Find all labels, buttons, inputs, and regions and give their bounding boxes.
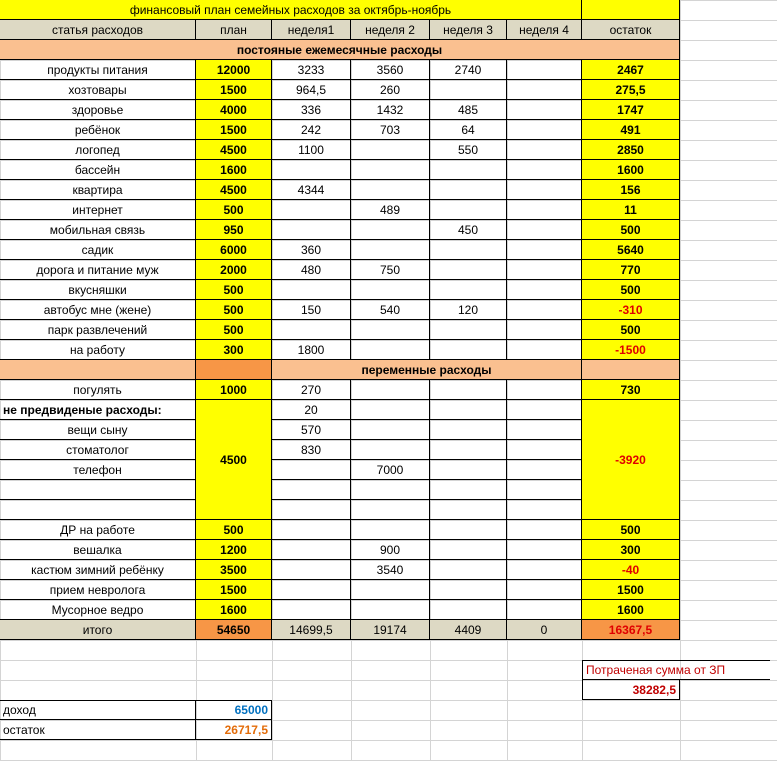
expense-value[interactable]: [351, 520, 430, 540]
expense-value[interactable]: [507, 240, 582, 260]
expense-value[interactable]: [430, 200, 507, 220]
expense-value[interactable]: 480: [272, 260, 351, 280]
unforeseen-week3[interactable]: [430, 460, 507, 480]
expense-value[interactable]: [272, 320, 351, 340]
expense-value[interactable]: 500: [582, 220, 680, 240]
expense-value[interactable]: 6000: [196, 240, 272, 260]
total-label[interactable]: итого: [0, 620, 196, 640]
unforeseen-week1[interactable]: [272, 480, 351, 500]
grid-row-line: [0, 740, 777, 741]
expense-name[interactable]: прием невролога: [0, 580, 196, 600]
expense-value[interactable]: [507, 60, 582, 80]
expense-value[interactable]: 4500: [196, 180, 272, 200]
expense-name[interactable]: вкусняшки: [0, 280, 196, 300]
expense-value[interactable]: [430, 560, 507, 580]
expense-value[interactable]: 4000: [196, 100, 272, 120]
expense-value[interactable]: [507, 300, 582, 320]
expense-value[interactable]: 3540: [351, 560, 430, 580]
expense-value[interactable]: [507, 260, 582, 280]
total-week[interactable]: 0: [507, 620, 582, 640]
expense-value[interactable]: 4500: [196, 140, 272, 160]
expense-value[interactable]: [507, 80, 582, 100]
expense-value[interactable]: 964,5: [272, 80, 351, 100]
expense-value[interactable]: 2740: [430, 60, 507, 80]
expense-value[interactable]: [351, 320, 430, 340]
unforeseen-week2[interactable]: [351, 400, 430, 420]
expense-value[interactable]: [351, 160, 430, 180]
column-header[interactable]: план: [196, 20, 272, 40]
expense-name[interactable]: Мусорное ведро: [0, 600, 196, 620]
expense-value[interactable]: 2000: [196, 260, 272, 280]
expense-value[interactable]: 1500: [582, 580, 680, 600]
expense-name[interactable]: кастюм зимний ребёнку: [0, 560, 196, 580]
expense-value[interactable]: 550: [430, 140, 507, 160]
spent-value[interactable]: 38282,5: [582, 680, 680, 700]
expense-value[interactable]: [507, 320, 582, 340]
column-header[interactable]: остаток: [582, 20, 680, 40]
unforeseen-week4[interactable]: [507, 500, 582, 520]
expense-name[interactable]: ДР на работе: [0, 520, 196, 540]
expense-value[interactable]: 1200: [196, 540, 272, 560]
expense-value[interactable]: 1000: [196, 380, 272, 400]
unforeseen-week4[interactable]: [507, 440, 582, 460]
expense-value[interactable]: 1600: [196, 600, 272, 620]
expense-value[interactable]: 500: [196, 300, 272, 320]
expense-value[interactable]: [507, 560, 582, 580]
expense-name[interactable]: дорога и питание муж: [0, 260, 196, 280]
expense-value[interactable]: [430, 240, 507, 260]
expense-value[interactable]: [272, 200, 351, 220]
expense-value[interactable]: 500: [582, 320, 680, 340]
expense-value[interactable]: [430, 340, 507, 360]
expense-value[interactable]: [430, 540, 507, 560]
unforeseen-item[interactable]: вещи сыну: [0, 420, 196, 440]
expense-value[interactable]: [272, 600, 351, 620]
expense-value[interactable]: [272, 560, 351, 580]
grid-row-line: [0, 640, 777, 641]
expense-value[interactable]: [507, 100, 582, 120]
unforeseen-week1[interactable]: [272, 500, 351, 520]
expense-value[interactable]: 5640: [582, 240, 680, 260]
expense-value[interactable]: 1500: [196, 120, 272, 140]
column-header[interactable]: неделя 3: [430, 20, 507, 40]
expense-value[interactable]: 900: [351, 540, 430, 560]
expense-value[interactable]: 1800: [272, 340, 351, 360]
unforeseen-week3[interactable]: [430, 400, 507, 420]
column-header[interactable]: неделя 4: [507, 20, 582, 40]
expense-value[interactable]: 336: [272, 100, 351, 120]
expense-value[interactable]: [507, 540, 582, 560]
expense-value[interactable]: 1600: [196, 160, 272, 180]
expense-value[interactable]: [430, 520, 507, 540]
expense-value[interactable]: [351, 340, 430, 360]
expense-value[interactable]: [272, 220, 351, 240]
expense-name[interactable]: вешалка: [0, 540, 196, 560]
expense-value[interactable]: [507, 380, 582, 400]
expense-value[interactable]: 500: [582, 520, 680, 540]
expense-value[interactable]: [430, 380, 507, 400]
expense-value[interactable]: [507, 140, 582, 160]
expense-value[interactable]: 270: [272, 380, 351, 400]
expense-value[interactable]: 1600: [582, 600, 680, 620]
expense-value[interactable]: [272, 160, 351, 180]
expense-value[interactable]: 500: [196, 280, 272, 300]
expense-value[interactable]: 2467: [582, 60, 680, 80]
expense-value[interactable]: 1500: [196, 80, 272, 100]
unforeseen-week1[interactable]: 20: [272, 400, 351, 420]
expense-value[interactable]: 770: [582, 260, 680, 280]
expense-value[interactable]: 730: [582, 380, 680, 400]
section-variable-right[interactable]: [582, 360, 680, 380]
total-remainder[interactable]: 16367,5: [582, 620, 680, 640]
unforeseen-item[interactable]: стоматолог: [0, 440, 196, 460]
expense-value[interactable]: 485: [430, 100, 507, 120]
column-header[interactable]: неделя1: [272, 20, 351, 40]
expense-value[interactable]: [351, 220, 430, 240]
expense-value[interactable]: 3233: [272, 60, 351, 80]
expense-value[interactable]: [430, 260, 507, 280]
expense-value[interactable]: [351, 600, 430, 620]
expense-name[interactable]: квартира: [0, 180, 196, 200]
unforeseen-week2[interactable]: [351, 480, 430, 500]
title-remainder-cell[interactable]: [582, 0, 680, 20]
total-week[interactable]: 19174: [351, 620, 430, 640]
expense-value[interactable]: [430, 180, 507, 200]
expense-name[interactable]: автобус мне (жене): [0, 300, 196, 320]
unforeseen-item[interactable]: не предвиденые расходы:: [0, 400, 196, 420]
expense-value[interactable]: 120: [430, 300, 507, 320]
column-header[interactable]: неделя 2: [351, 20, 430, 40]
expense-value[interactable]: 3500: [196, 560, 272, 580]
grid-col-line: [680, 0, 681, 761]
unforeseen-item[interactable]: [0, 500, 196, 520]
expense-value[interactable]: 275,5: [582, 80, 680, 100]
expense-value[interactable]: 4344: [272, 180, 351, 200]
expense-name[interactable]: хозтовары: [0, 80, 196, 100]
unforeseen-week4[interactable]: [507, 400, 582, 420]
spent-label[interactable]: Потраченая сумма от ЗП: [582, 660, 770, 680]
expense-value[interactable]: [507, 340, 582, 360]
expense-value[interactable]: -40: [582, 560, 680, 580]
expense-value[interactable]: 360: [272, 240, 351, 260]
expense-value[interactable]: 500: [196, 200, 272, 220]
unforeseen-week1[interactable]: 570: [272, 420, 351, 440]
expense-value[interactable]: [507, 180, 582, 200]
expense-name[interactable]: садик: [0, 240, 196, 260]
unforeseen-week2[interactable]: [351, 440, 430, 460]
unforeseen-week3[interactable]: [430, 420, 507, 440]
expense-value[interactable]: [351, 280, 430, 300]
total-week[interactable]: 14699,5: [272, 620, 351, 640]
unforeseen-week2[interactable]: [351, 420, 430, 440]
unforeseen-plan-merged[interactable]: 4500: [196, 400, 272, 520]
column-header[interactable]: статья расходов: [0, 20, 196, 40]
expense-value[interactable]: [430, 160, 507, 180]
unforeseen-remainder-merged[interactable]: -3920: [582, 400, 680, 520]
balance-label[interactable]: остаток: [0, 720, 196, 740]
income-label[interactable]: доход: [0, 700, 196, 720]
expense-value[interactable]: 64: [430, 120, 507, 140]
expense-name[interactable]: мобильная связь: [0, 220, 196, 240]
expense-name[interactable]: интернет: [0, 200, 196, 220]
unforeseen-week3[interactable]: [430, 440, 507, 460]
expense-value[interactable]: 1500: [196, 580, 272, 600]
unforeseen-week3[interactable]: [430, 480, 507, 500]
expense-name[interactable]: здоровье: [0, 100, 196, 120]
expense-value[interactable]: 150: [272, 300, 351, 320]
expense-value[interactable]: [351, 140, 430, 160]
expense-value[interactable]: 1100: [272, 140, 351, 160]
expense-value[interactable]: [430, 580, 507, 600]
expense-value[interactable]: 491: [582, 120, 680, 140]
expense-value[interactable]: 450: [430, 220, 507, 240]
balance-value[interactable]: 26717,5: [196, 720, 272, 740]
expense-value[interactable]: -1500: [582, 340, 680, 360]
expense-value[interactable]: [351, 580, 430, 600]
expense-value[interactable]: [272, 540, 351, 560]
expense-value[interactable]: 489: [351, 200, 430, 220]
expense-name[interactable]: на работу: [0, 340, 196, 360]
expense-value[interactable]: [507, 160, 582, 180]
expense-name[interactable]: погулять: [0, 380, 196, 400]
expense-name[interactable]: логопед: [0, 140, 196, 160]
total-week[interactable]: 4409: [430, 620, 507, 640]
expense-value[interactable]: [430, 320, 507, 340]
unforeseen-item[interactable]: [0, 480, 196, 500]
expense-value[interactable]: [430, 600, 507, 620]
expense-value[interactable]: 260: [351, 80, 430, 100]
expense-value[interactable]: 500: [196, 320, 272, 340]
expense-value[interactable]: 750: [351, 260, 430, 280]
unforeseen-week4[interactable]: [507, 480, 582, 500]
expense-value[interactable]: 540: [351, 300, 430, 320]
expense-name[interactable]: ребёнок: [0, 120, 196, 140]
expense-value[interactable]: [430, 280, 507, 300]
expense-value[interactable]: 242: [272, 120, 351, 140]
unforeseen-week2[interactable]: 7000: [351, 460, 430, 480]
unforeseen-week1[interactable]: [272, 460, 351, 480]
expense-value[interactable]: [507, 220, 582, 240]
section-variable-plan[interactable]: [196, 360, 272, 380]
unforeseen-week3[interactable]: [430, 500, 507, 520]
expense-value[interactable]: 156: [582, 180, 680, 200]
expense-value[interactable]: 300: [582, 540, 680, 560]
expense-value[interactable]: [507, 280, 582, 300]
expense-value[interactable]: -310: [582, 300, 680, 320]
expense-value[interactable]: [507, 580, 582, 600]
expense-name[interactable]: продукты питания: [0, 60, 196, 80]
expense-value[interactable]: [507, 520, 582, 540]
expense-value[interactable]: 1600: [582, 160, 680, 180]
expense-value[interactable]: 3560: [351, 60, 430, 80]
expense-value[interactable]: 703: [351, 120, 430, 140]
expense-value[interactable]: [507, 120, 582, 140]
expense-value[interactable]: 12000: [196, 60, 272, 80]
unforeseen-week4[interactable]: [507, 420, 582, 440]
expense-value[interactable]: 950: [196, 220, 272, 240]
expense-value[interactable]: [351, 180, 430, 200]
expense-value[interactable]: [430, 80, 507, 100]
expense-value[interactable]: [351, 240, 430, 260]
expense-value[interactable]: [272, 520, 351, 540]
expense-value[interactable]: 11: [582, 200, 680, 220]
unforeseen-week2[interactable]: [351, 500, 430, 520]
expense-value[interactable]: 2850: [582, 140, 680, 160]
total-plan[interactable]: 54650: [196, 620, 272, 640]
expense-value[interactable]: [507, 600, 582, 620]
expense-value[interactable]: [272, 280, 351, 300]
expense-value[interactable]: [507, 200, 582, 220]
section-variable-header[interactable]: переменные расходы: [272, 360, 582, 380]
unforeseen-week4[interactable]: [507, 460, 582, 480]
sheet-title[interactable]: финансовый план семейных расходов за октябрь-ноябрь: [0, 0, 582, 20]
unforeseen-item[interactable]: телефон: [0, 460, 196, 480]
expense-value[interactable]: [351, 380, 430, 400]
section-fixed-header[interactable]: постояные ежемесячные расходы: [0, 40, 680, 60]
expense-name[interactable]: парк развлечений: [0, 320, 196, 340]
expense-value[interactable]: 1432: [351, 100, 430, 120]
expense-name[interactable]: бассейн: [0, 160, 196, 180]
expense-value[interactable]: 1747: [582, 100, 680, 120]
income-value[interactable]: 65000: [196, 700, 272, 720]
expense-value[interactable]: [272, 580, 351, 600]
section-variable-left[interactable]: [0, 360, 196, 380]
unforeseen-week1[interactable]: 830: [272, 440, 351, 460]
expense-value[interactable]: 500: [196, 520, 272, 540]
expense-value[interactable]: 500: [582, 280, 680, 300]
expense-value[interactable]: 300: [196, 340, 272, 360]
